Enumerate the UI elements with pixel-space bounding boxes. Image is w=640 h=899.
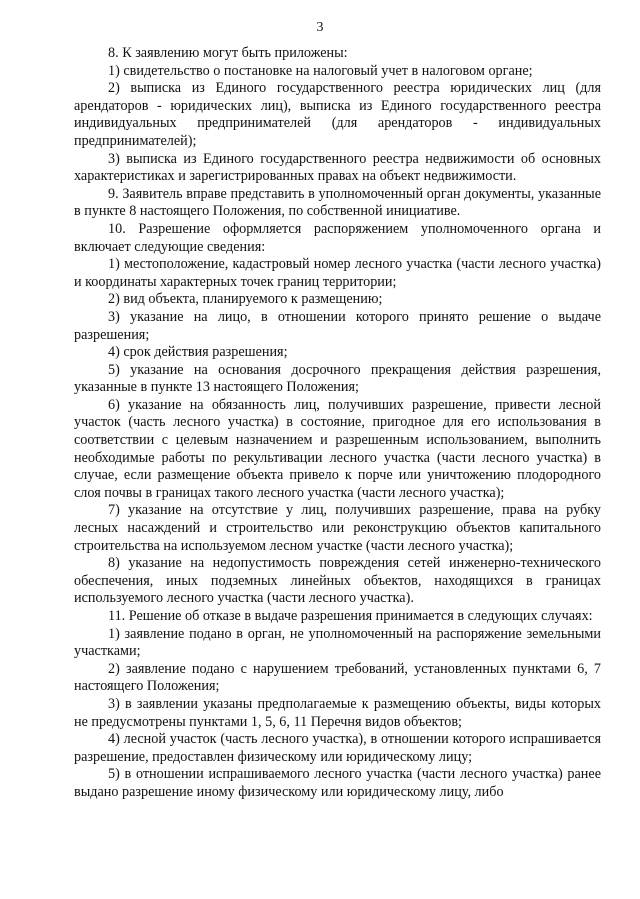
clause-11-item-4: 4) лесной участок (часть лесного участка), в отношении которого испрашивается разрешение, предоставлен физическому или юридическому лицу; [74, 731, 601, 765]
clause-10-item-5: 5) указание на основания досрочного прекращения действия разрешения, указанные в пункте 13 настоящего Положения; [74, 361, 601, 396]
clause-10-item-6: 6) указание на обязанность лиц, получивших разрешение, привести лесной участок (часть лесного участка) в состояние, пригодное для его использования в соответствии с целевым назначением и разрешенным использованием, выполнить необходимые работы по рекультивации лесного участка (части лесного участка) в случае, если размещение объекта привело к порче или уничтожению плодородного слоя почвы в границах такого лесного участка (части лесного участка); [74, 396, 601, 501]
clause-10-item-8: 8) указание на недопустимость повреждения сетей инженерно-технического обеспечения, иных подземных линейных объектов, находящихся в границах используемого лесного участка (части лесного участка). [74, 555, 601, 607]
document-body [74, 45, 601, 802]
clause-9: 9. Заявитель вправе представить в уполномоченный орган документы, указанные в пункте 8 настоящего Положения, по собственной инициативе. [74, 185, 601, 220]
page-number: 3 [316, 20, 324, 35]
clause-10-item-3: 3) указание на лицо, в отношении которого принято решение о выдаче разрешения; [74, 308, 601, 343]
clause-11-item-2: 2) заявление подано с нарушением требований, установленных пунктами 6, 7 настоящего Положения; [74, 660, 601, 695]
clause-10-heading: 10. Разрешение оформляется распоряжением уполномоченного органа и включает следующие сведения: [74, 220, 601, 255]
clause-10-item-2: 2) вид объекта, планируемого к размещению; [108, 291, 383, 308]
clause-8-item-2: 2) выписка из Единого государственного реестра юридических лиц (для арендаторов - юридических лиц), выписка из Единого государственного реестра индивидуальных предпринимателей (для арендаторов - индивидуальных предпринимателей); [74, 80, 601, 149]
clause-8-item-3: 3) выписка из Единого государственного реестра недвижимости об основных характеристиках и зарегистрированных правах на объект недвижимости. [74, 150, 601, 185]
clause-10-item-4: 4) срок действия разрешения; [108, 344, 288, 361]
clause-10-item-7: 7) указание на отсутствие у лиц, получивших разрешение, права на рубку лесных насаждений и строительство или реконструкцию объектов капитального строительства на используемом лесном участке (части лесного участка); [74, 502, 601, 554]
clause-11-item-5: 5) в отношении испрашиваемого лесного участка (части лесного участка) ранее выдано разрешение иному физическому или юридическому лицу, либо [74, 766, 601, 800]
clause-11-item-3: 3) в заявлении указаны предполагаемые к размещению объекты, виды которых не предусмотрены пунктами 1, 5, 6, 11 Перечня видов объектов; [74, 695, 601, 730]
clause-8-item-1: 1) свидетельство о постановке на налоговый учет в налоговом органе; [108, 62, 533, 79]
clause-11-heading: 11. Решение об отказе в выдаче разрешения принимается в следующих случаях: [108, 608, 593, 624]
clause-8-heading: 8. К заявлению могут быть приложены: [108, 45, 348, 61]
clause-11-item-1: 1) заявление подано в орган, не уполномоченный на распоряжение земельными участками; [74, 625, 601, 660]
clause-10-item-1: 1) местоположение, кадастровый номер лесного участка (части лесного участка) и координаты характерных точек границ территории; [74, 256, 601, 290]
